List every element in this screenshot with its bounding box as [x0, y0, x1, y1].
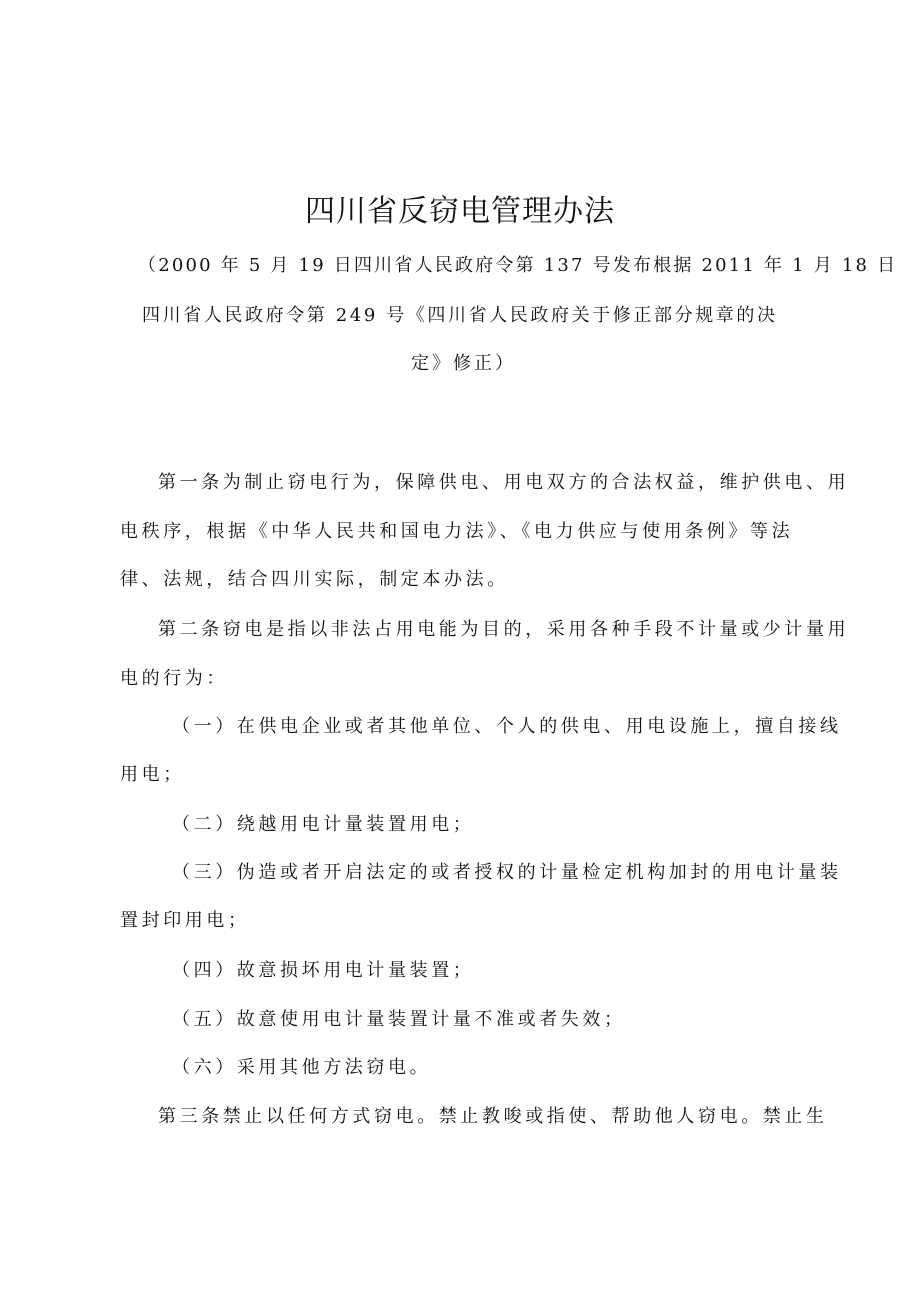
subtitle-line: 定》修正）	[411, 353, 516, 374]
clause-1-line: 用电；	[120, 764, 185, 785]
clause-3-line: （三）伪造或者开启法定的或者授权的计量检定机构加封的用电计量装	[172, 862, 842, 883]
article-1-line: 第一条为制止窃电行为，保障供电、用电双方的合法权益，维护供电、用	[158, 472, 850, 493]
clause-4-line: （四）故意损坏用电计量装置；	[172, 960, 475, 981]
clause-6-line: （六）采用其他方法窃电。	[172, 1057, 432, 1078]
subtitle-line: 四川省人民政府令第 249 号《四川省人民政府关于修正部分规章的决	[142, 305, 778, 326]
clause-1-line: （一）在供电企业或者其他单位、个人的供电、用电设施上，擅自接线	[172, 716, 842, 737]
clause-5-line: （五）故意使用电计量装置计量不准或者失效；	[172, 1009, 626, 1030]
clause-2-line: （二）绕越用电计量装置用电；	[172, 814, 475, 835]
clause-3-line: 置封印用电；	[120, 910, 250, 931]
article-3-line: 第三条禁止以任何方式窃电。禁止教唆或指使、帮助他人窃电。禁止生	[158, 1106, 828, 1127]
article-1-line: 电秩序，根据《中华人民共和国电力法》、《电力供应与使用条例》等法	[120, 521, 794, 542]
article-1-line: 律、法规，结合四川实际，制定本办法。	[120, 569, 509, 590]
article-2-line: 电的行为：	[120, 668, 228, 689]
document-title: 四川省反窃电管理办法	[305, 194, 615, 229]
subtitle-line: （2000 年 5 月 19 日四川省人民政府令第 137 号发布根据 2011 年 1 月 18 日	[138, 255, 898, 276]
article-2-line: 第二条窃电是指以非法占用电能为目的，采用各种手段不计量或少计量用	[158, 619, 850, 640]
